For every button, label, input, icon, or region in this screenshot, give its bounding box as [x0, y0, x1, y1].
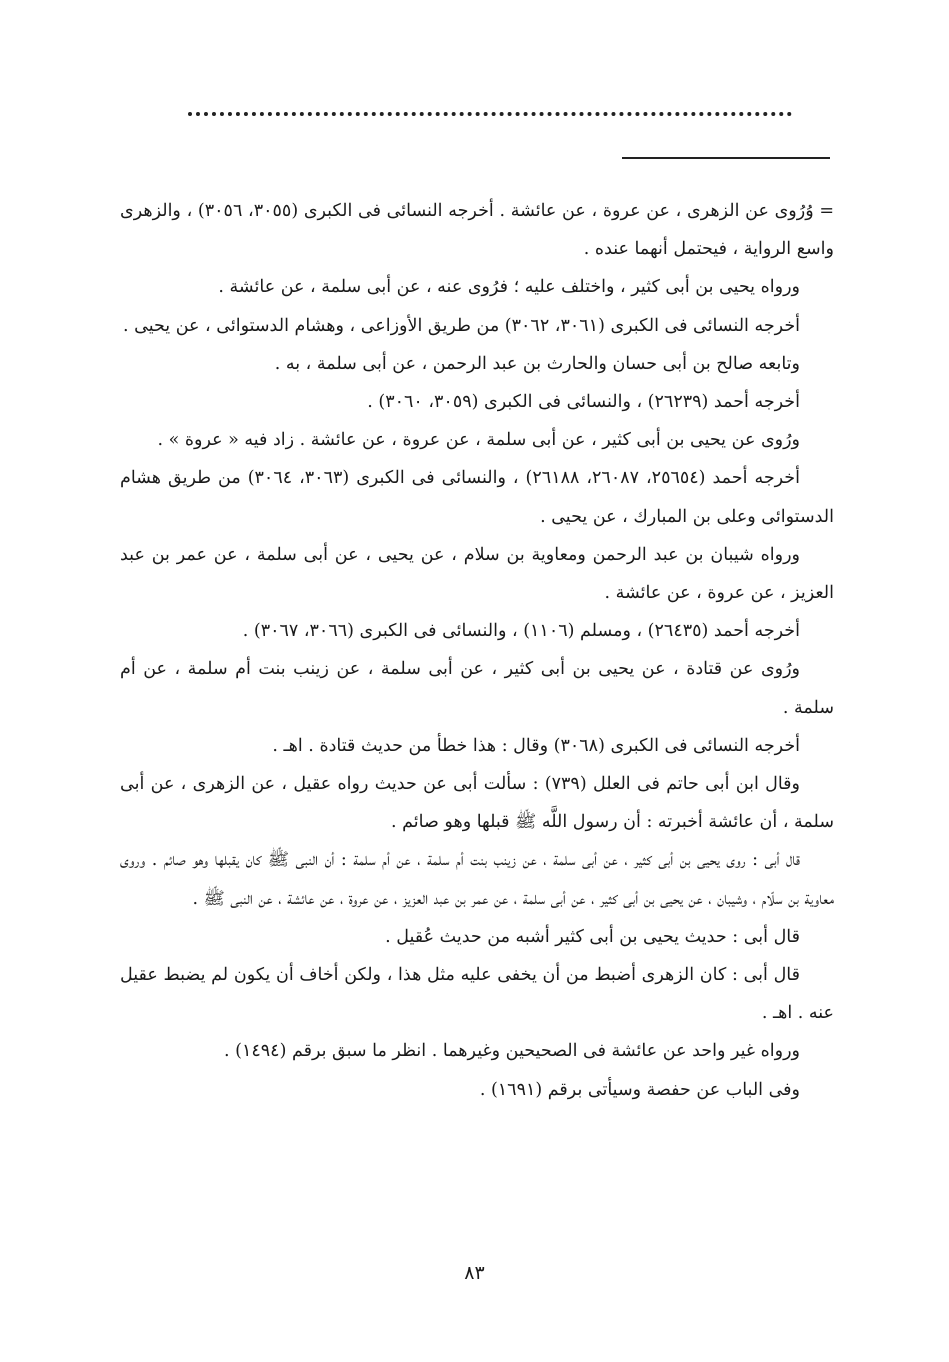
paragraph: أخرجه أحمد (٢٦٤٣٥) ، ومسلم (١١٠٦) ، والنسائى فى الكبرى (٣٠٦٦، ٣٠٦٧) .	[242, 621, 800, 642]
paragraph: أخرجه النسائى فى الكبرى (٣٠٦٨) وقال : هذا خطأ من حديث قتادة . اهـ .	[272, 735, 800, 756]
paragraph: ورُوى عن قتادة ، عن يحيى بن أبى كثير ، عن أبى سلمة ، عن زينب بنت أم سلمة ، عن أم سلمة .	[120, 659, 834, 718]
footnote-text-block	[120, 192, 834, 1109]
paragraph: أخرجه أحمد (٢٦٢٣٩) ، والنسائى فى الكبرى (٣٠٥٩، ٣٠٦٠) .	[367, 392, 800, 413]
paragraph: وقال ابن أبى حاتم فى العلل (٧٣٩) : سألت أبى عن حديث رواه عقيل ، عن الزهرى ، عن أبى سلمة ، أن عائشة أخبرته : أن رسول اللَّه ﷺ قبلها وهو صائم .	[120, 774, 834, 833]
paragraph: قال أبى : حديث يحيى بن أبى كثير أشبه من حديث عُقيل .	[385, 926, 800, 947]
footnote-separator-rule	[622, 157, 830, 159]
paragraph: قال أبى : كان الزهرى أضبط من أن يخفى عليه مثل هذا ، ولكن أخاف أن يكون لم يضبط عقيل عنه . اهـ .	[120, 965, 834, 1024]
paragraph: وتابعه صالح بن أبى حسان والحارث بن عبد الرحمن ، عن أبى سلمة ، به .	[274, 353, 800, 374]
paragraph: ورواه غير واحد عن عائشة فى الصحيحين وغيرهما . انظر ما سبق برقم (١٤٩٤) .	[224, 1041, 800, 1062]
paragraph: أخرجه النسائى فى الكبرى (٣٠٦١، ٣٠٦٢) من طريق الأوزاعى ، وهشام الدستوائى ، عن يحيى .	[122, 315, 800, 336]
paragraph: = وُرُوى عن الزهرى ، عن عروة ، عن عائشة . أخرجه النسائى فى الكبرى (٣٠٥٥، ٣٠٥٦) ، والزهرى واسع الرواية ، فيحتمل أنهما عنده .	[120, 201, 835, 260]
paragraph: قال أبى : روى يحيى بن أبى كثير ، عن أبى سلمة ، عن زينب بنت أم سلمة ، عن أم سلمة : أن النبى ﷺ كان يقبلها وهو صائم . وروى معاوية بن سلّام ، وشيبان ، عن يحيى بن أبى كثير ، عن أبى سلمة ، عن عمر بن عبد العزيز ، عن عروة ، عن عائشة ، عن النبى ﷺ .	[120, 850, 834, 909]
paragraph: ورُوى عن يحيى بن أبى كثير ، عن أبى سلمة ، عن عروة ، عن عائشة . زاد فيه « عروة » .	[157, 430, 800, 451]
paragraph: أخرجه أحمد (٢٥٦٥٤، ٢٦٠٨٧، ٢٦١٨٨) ، والنسائى فى الكبرى (٣٠٦٣، ٣٠٦٤) من طريق هشام الدستوائى وعلى بن المبارك ، عن يحيى .	[120, 468, 834, 527]
paragraph: وفى الباب عن حفصة وسيأتى برقم (١٦٩١) .	[479, 1079, 800, 1100]
header-dotted-rule	[188, 112, 792, 116]
paragraph: ورواه يحيى بن أبى كثير ، واختلف عليه ؛ فرُوى عنه ، عن أبى سلمة ، عن عائشة .	[218, 277, 800, 298]
page-number: ٨٣	[464, 1262, 485, 1284]
paragraph: ورواه شيبان بن عبد الرحمن ومعاوية بن سلام ، عن يحيى ، عن أبى سلمة ، عن عمر بن عبد العزيز ، عن عروة ، عن عائشة .	[120, 544, 834, 604]
